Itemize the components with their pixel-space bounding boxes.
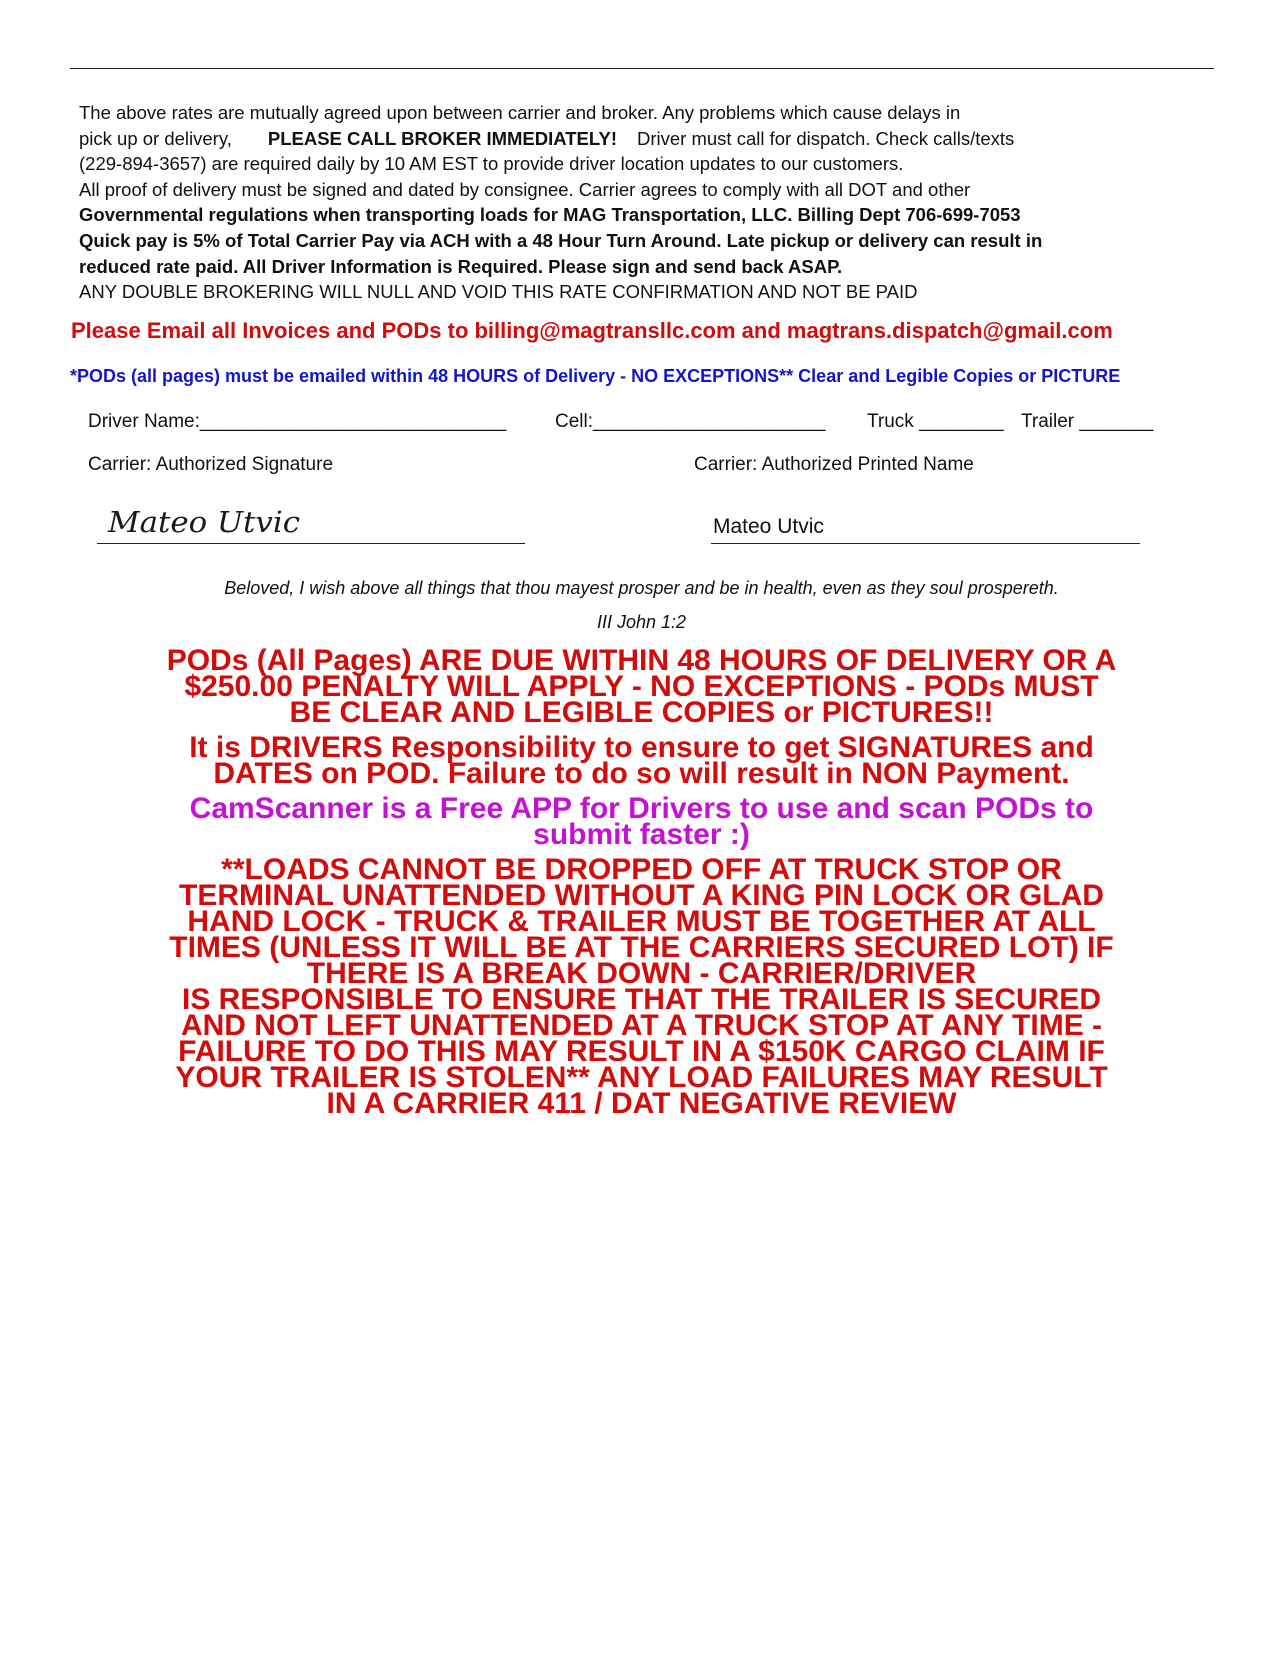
cell-field[interactable]: Cell:______________________ — [555, 411, 826, 432]
signature-line — [97, 543, 525, 544]
terms-line-6-bold: Quick pay is 5% of Total Carrier Pay via ACH with a 48 Hour Turn Around. Late pickup or delivery can result in — [79, 229, 1043, 251]
driver-name-field[interactable]: Driver Name:_____________________________ — [88, 411, 507, 432]
top-divider — [70, 68, 1214, 69]
terms-line-2-pre: pick up or delivery, — [79, 127, 232, 149]
terms-line-4: All proof of delivery must be signed and dated by consignee. Carrier agrees to comply with all DOT and other — [79, 178, 971, 200]
terms-line-5-bold: Governmental regulations when transporting loads for MAG Transportation, LLC. Billing Dept 706-699-7053 — [79, 204, 1021, 226]
printed-name-line — [711, 543, 1140, 544]
terms-line-2-post: Driver must call for dispatch. Check calls/texts — [637, 127, 1015, 149]
load-security-warning — [0, 853, 1283, 1120]
terms-line-6 — [79, 228, 1259, 254]
camscanner-line: submit faster :) — [533, 818, 750, 851]
terms-line-3: (229-894-3657) are required daily by 10 AM EST to provide driver location updates to our customers. — [79, 153, 904, 175]
load-warning-line: IN A CARRIER 411 / DAT NEGATIVE REVIEW — [326, 1087, 957, 1120]
signature-label: Carrier: Authorized Signature — [88, 454, 334, 475]
load-warning-line: TIMES (UNLESS IT WILL BE AT THE CARRIERS SECURED LOT) IF — [169, 931, 1114, 964]
load-warning-line: THERE IS A BREAK DOWN - CARRIER/DRIVER — [306, 957, 977, 990]
load-warning-line: FAILURE TO DO THIS MAY RESULT IN A $150K CARGO CLAIM IF — [178, 1035, 1105, 1068]
pods-deadline-notice: *PODs (all pages) must be emailed within 48 HOURS of Delivery - NO EXCEPTIONS** Clear and Legible Copies or PICTURE — [70, 366, 1121, 386]
driver-responsibility-warning — [0, 731, 1283, 790]
call-broker-notice: PLEASE CALL BROKER IMMEDIATELY! — [267, 127, 617, 149]
terms-line-5 — [79, 202, 1259, 228]
printed-name-label: Carrier: Authorized Printed Name — [694, 454, 974, 475]
trailer-field[interactable]: Trailer _______ — [1021, 411, 1154, 432]
driver-warning-line: It is DRIVERS Responsibility to ensure to get SIGNATURES and — [189, 731, 1094, 764]
truck-field[interactable]: Truck ________ — [867, 411, 1004, 432]
handwritten-signature — [106, 498, 306, 546]
load-warning-line: AND NOT LEFT UNATTENDED AT A TRUCK STOP AT ANY TIME - — [180, 1009, 1103, 1042]
load-warning-line: IS RESPONSIBLE TO ENSURE THAT THE TRAILER IS SECURED — [182, 983, 1101, 1016]
email-notice: Please Email all Invoices and PODs to billing@magtransllc.com and magtrans.dispatch@gmail.com — [71, 318, 1113, 343]
load-warning-line: **LOADS CANNOT BE DROPPED OFF AT TRUCK STOP OR — [221, 853, 1062, 886]
load-warning-line: YOUR TRAILER IS STOLEN** ANY LOAD FAILURES MAY RESULT — [175, 1061, 1108, 1094]
bible-verse: Beloved, I wish above all things that thou mayest prosper and be in health, even as they soul prospereth. — [224, 578, 1059, 598]
signature-text: Mateo Utvic — [106, 505, 301, 539]
camscanner-line: CamScanner is a Free APP for Drivers to use and scan PODs to — [189, 792, 1094, 825]
terms-line-8: ANY DOUBLE BROKERING WILL NULL AND VOID THIS RATE CONFIRMATION AND NOT BE PAID — [79, 281, 918, 303]
pods-warning — [0, 644, 1283, 729]
printed-name-value[interactable]: Mateo Utvic — [713, 515, 824, 538]
terms-paragraph — [79, 100, 1259, 305]
pods-warning-line: $250.00 PENALTY WILL APPLY - NO EXCEPTIONS - PODs MUST — [184, 670, 1099, 703]
pods-warning-line: BE CLEAR AND LEGIBLE COPIES or PICTURES!! — [289, 696, 994, 729]
driver-warning-line: DATES on POD. Failure to do so will result in NON Payment. — [213, 757, 1070, 790]
pods-warning-line: PODs (All Pages) ARE DUE WITHIN 48 HOURS OF DELIVERY OR A — [166, 644, 1117, 677]
verse-reference: III John 1:2 — [596, 612, 687, 632]
load-warning-line: HAND LOCK - TRUCK & TRAILER MUST BE TOGETHER AT ALL — [187, 905, 1096, 938]
terms-line-1: The above rates are mutually agreed upon between carrier and broker. Any problems which cause delays in — [79, 102, 961, 123]
terms-line-7 — [79, 254, 1259, 280]
load-warning-line: TERMINAL UNATTENDED WITHOUT A KING PIN LOCK OR GLAD — [179, 879, 1104, 912]
terms-line-2 — [79, 126, 1259, 152]
camscanner-notice — [0, 792, 1283, 851]
terms-line-7-bold: reduced rate paid. All Driver Information is Required. Please sign and send back ASAP. — [79, 255, 843, 277]
